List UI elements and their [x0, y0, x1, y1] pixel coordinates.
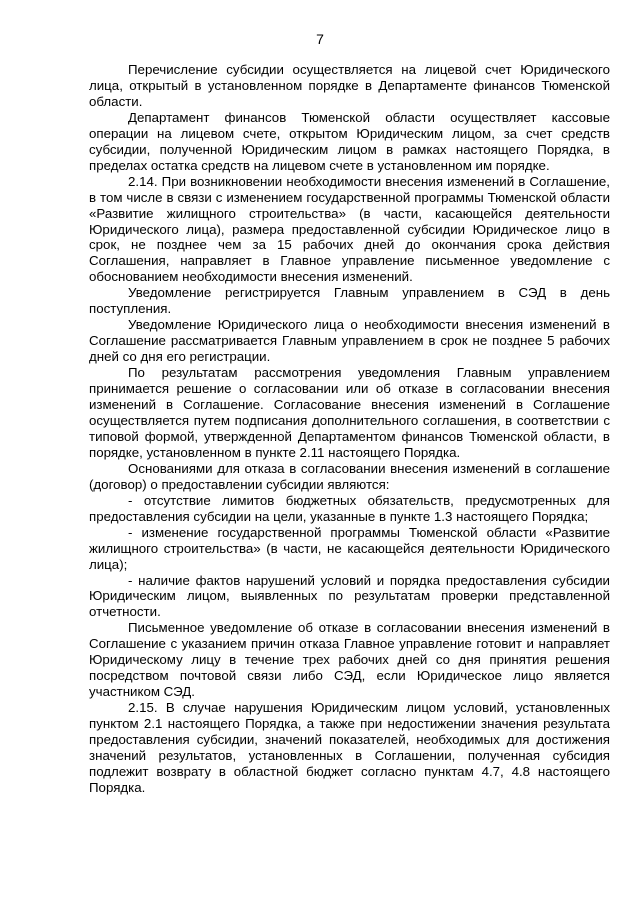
- paragraph-registration: Уведомление регистрируется Главным управлением в СЭД в день поступления.: [89, 285, 610, 317]
- document-body: [89, 62, 610, 796]
- paragraph-review-decision: По результатам рассмотрения уведомления Главным управлением принимается решение о согласовании или об отказе в согласовании внесения изменений в Соглашение. Согласование внесения изменений в Соглашение осуществляется путем подписания дополнительного соглашения, в соответствии с типовой формой, утвержденной Департаментом финансов Тюменской области, в порядке, установленном в пункте 2.11 настоящего Порядка.: [89, 365, 610, 460]
- list-item-violations: - наличие фактов нарушений условий и порядка предоставления субсидии Юридическим лицом, выявленных по результатам проверки представленной отчетности.: [89, 572, 610, 620]
- list-item-program-change: - изменение государственной программы Тюменской области «Развитие жилищного строительства» (в части, не касающейся деятельности Юридического лица);: [89, 524, 610, 572]
- paragraph-2-14: 2.14. При возникновении необходимости внесения изменений в Соглашение, в том числе в связи с изменением государственной программы Тюменской области «Развитие жилищного строительства» (в части, касающейся деятельности Юридического лица), размера предоставленной субсидии Юридическое лицо в срок, не позднее чем за 15 рабочих дней до окончания срока действия Соглашения, направляет в Главное управление письменное уведомление с обоснованием необходимости внесения изменений.: [89, 173, 610, 285]
- list-item-no-limits: - отсутствие лимитов бюджетных обязательств, предусмотренных для предоставления субсидии на цели, указанные в пункте 1.3 настоящего Порядка;: [89, 492, 610, 524]
- paragraph-refusal-grounds: Основаниями для отказа в согласовании внесения изменений в соглашение (договор) о предоставлении субсидии являются:: [89, 460, 610, 492]
- paragraph-cash-operations: Департамент финансов Тюменской области осуществляет кассовые операции на лицевом счете, открытом Юридическим лицом, за счет средств субсидии, полученной Юридическим лицом в рамках настоящего Порядка, в пределах остатка средств на лицевом счете в установленном им порядке.: [89, 109, 610, 173]
- page-number: 7: [316, 31, 324, 47]
- paragraph-refusal-notice: Письменное уведомление об отказе в согласовании внесения изменений в Соглашение с указанием причин отказа Главное управление готовит и направляет Юридическому лицу в течение трех рабочих дней со дня принятия решения посредством почтовой связи либо СЭД, если Юридическое лицо является участником СЭД.: [89, 620, 610, 700]
- paragraph-review-term: Уведомление Юридического лица о необходимости внесения изменений в Соглашение рассматривается Главным управлением в срок не позднее 5 рабочих дней со дня его регистрации.: [89, 317, 610, 365]
- paragraph-subsidy-transfer: Перечисление субсидии осуществляется на лицевой счет Юридического лица, открытый в установленном порядке в Департаменте финансов Тюменской области.: [89, 62, 610, 109]
- paragraph-2-15: 2.15. В случае нарушения Юридическим лицом условий, установленных пунктом 2.1 настоящего Порядка, а также при недостижении значения результата предоставления субсидии, значений показателей, необходимых для достижения значений результатов, установленных в Соглашении, полученная субсидия подлежит возврату в областной бюджет согласно пунктам 4.7, 4.8 настоящего Порядка.: [89, 700, 610, 795]
